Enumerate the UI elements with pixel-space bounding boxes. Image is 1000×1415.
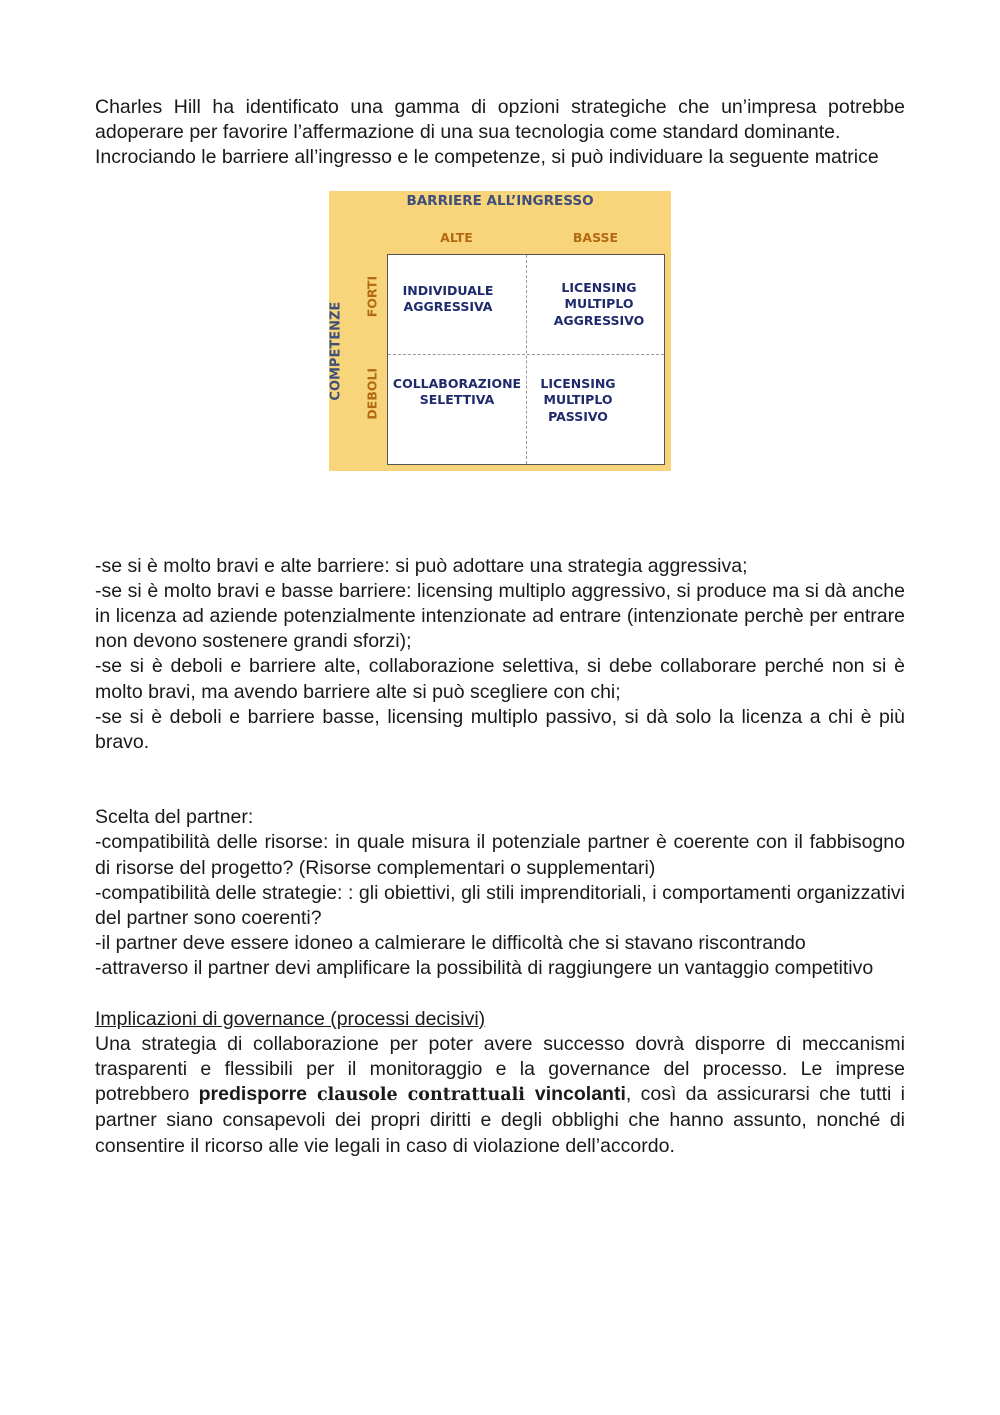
cell-line: MULTIPLO (543, 392, 613, 408)
governance-text-before: Una strategia di collaborazione per poter avere successo dovrà disporre di meccanismi trasparenti e flessibili per il monitoraggio e la governance del processo. Le imprese potrebbero (95, 1032, 905, 1106)
spacer (95, 982, 905, 1007)
cell-line: COLLABORAZIONE (392, 375, 522, 391)
cell-weak-high (388, 376, 526, 409)
governance-bold-1: predisporre (198, 1083, 308, 1106)
cell-line: LICENSING (540, 375, 616, 391)
partner-item: -attraverso il partner devi amplificare la possibilità di raggiungere un vantaggio competitivo (95, 957, 874, 980)
matrix-horizontal-divider (388, 354, 664, 355)
matrix-vertical-divider (526, 255, 527, 464)
cell-line: MULTIPLO (564, 296, 634, 312)
partner-item: -compatibilità delle risorse: in quale misura il potenziale partner è coerente con il fabbisogno di risorse del progetto? (Risorse complementari o supplementari) (95, 831, 905, 879)
case-item: -se si è deboli e barriere basse, licensing multiplo passivo, si dà solo la licenza a chi è più bravo. (95, 705, 905, 754)
intro-paragraph-1: Charles Hill ha identificato una gamma di opzioni strategiche che un’impresa potrebbe adoperare per favorire l’affermazione di una sua tecnologia come standard dominante. (95, 96, 905, 144)
matrix-col-low: BASSE (572, 229, 619, 245)
case-item: -se si è deboli e barriere alte, collaborazione selettiva, si debe collaborare perché non si è molto bravi, ma avendo barriere alte si può scegliere con chi; (95, 655, 905, 703)
partner-item: -compatibilità delle strategie: : gli obiettivi, gli stili imprenditoriali, i comportamenti organizzativi del partner sono coerenti? (95, 881, 905, 930)
cell-line: AGGRESSIVA (403, 299, 493, 315)
matrix-row-weak: DEBOLI (364, 367, 380, 420)
matrix-grid (387, 254, 665, 465)
cell-line: INDIVIDUALE (402, 282, 494, 298)
partner-item: -il partner deve essere idoneo a calmierare le difficoltà che si stavano riscontrando (95, 932, 806, 955)
matrix-col-high: ALTE (440, 229, 473, 245)
matrix-title: BARRIERE ALL’INGRESSO (406, 192, 594, 209)
cell-strong-high (388, 283, 508, 316)
cell-line: PASSIVO (548, 408, 608, 424)
case-item: -se si è molto bravi e alte barriere: si può adottare una strategia aggressiva; (95, 554, 748, 577)
intro-paragraph-2: Incrociando le barriere all’ingresso e le competenze, si può individuare la seguente matrice (95, 146, 879, 169)
matrix-row-axis: COMPETENZE (328, 301, 344, 401)
partner-heading: Scelta del partner: (95, 806, 254, 829)
governance-text-after: , così da assicurarsi che tutti i partner siano consapevoli dei propri diritti e degli obblighi che hanno assunto, nonché di consentire il ricorso alle vie legali in caso di violazione dell’accordo. (95, 1083, 905, 1157)
matrix-row-strong: FORTI (364, 275, 380, 317)
governance-paragraph (95, 1032, 905, 1159)
case-item: -se si è molto bravi e basse barriere: licensing multiplo aggressivo, si produce ma si dà anche in licenza ad aziende potenzialmente intenzionate ad entrare (intenzionate perchè per entrare non devono sostenere grandi sforzi); (95, 579, 905, 653)
spacer (95, 471, 905, 554)
governance-bold-2: clausole contrattuali (307, 1085, 535, 1106)
cell-line: AGGRESSIVO (553, 312, 645, 328)
governance-heading: Implicazioni di governance (processi decisivi) (95, 1007, 486, 1030)
cell-strong-low (534, 280, 664, 330)
document-page (95, 95, 905, 1159)
strategy-matrix-figure (329, 191, 671, 471)
spacer (95, 755, 905, 805)
governance-bold-3: vincolanti (534, 1083, 626, 1106)
cell-line: SELETTIVA (419, 392, 495, 408)
cell-weak-low (530, 376, 626, 426)
cell-line: LICENSING (561, 279, 637, 295)
